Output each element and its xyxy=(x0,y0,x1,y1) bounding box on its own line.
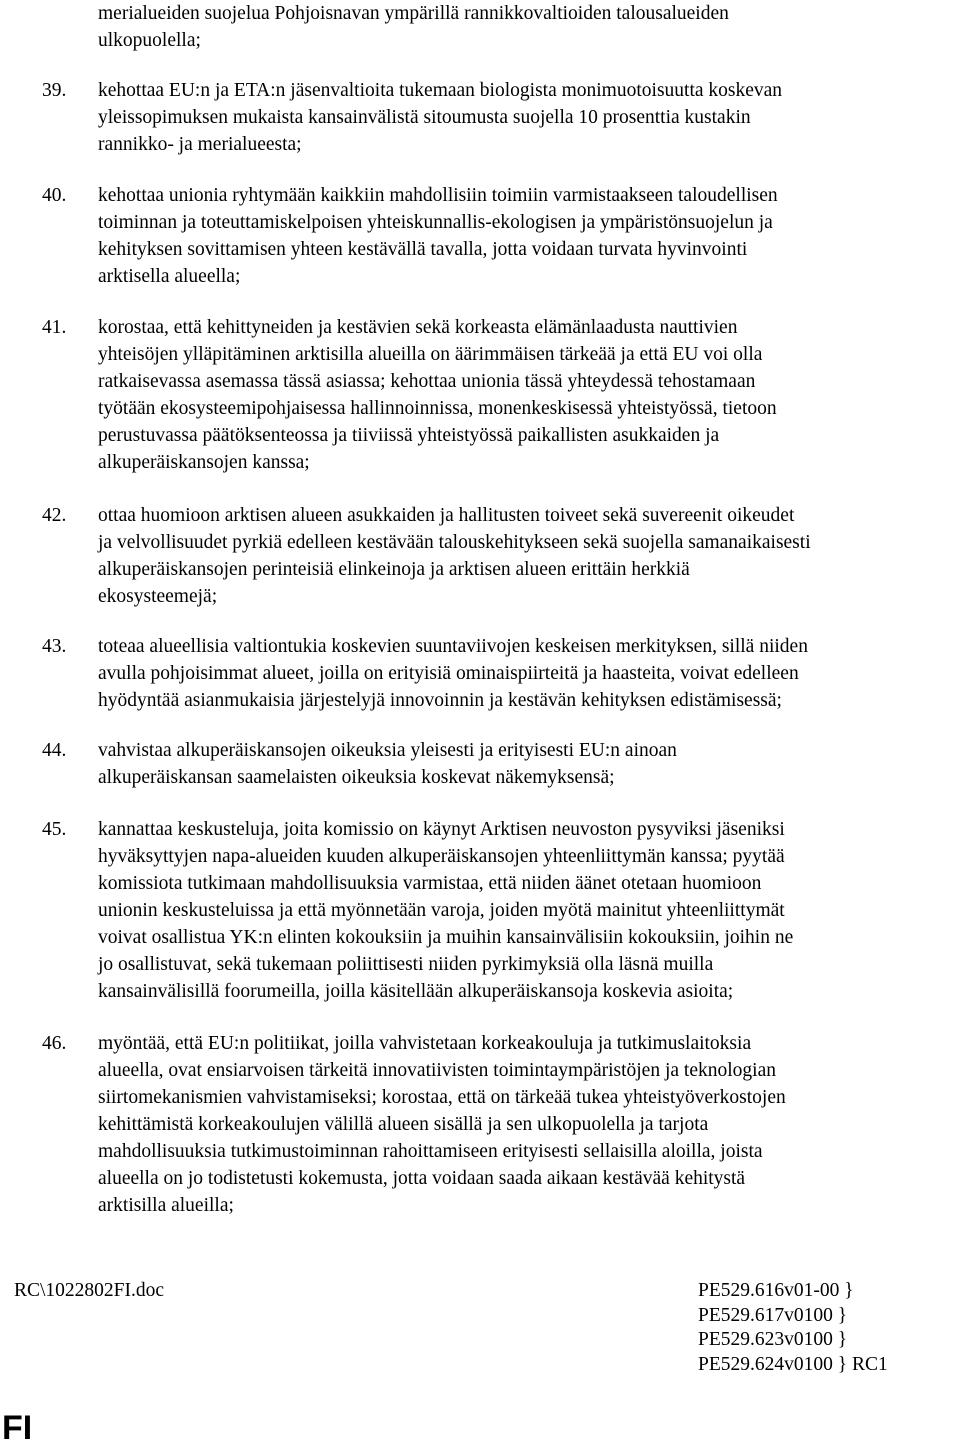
item-46-paragraph xyxy=(98,1030,960,1219)
text-line: komissiota tutkimaan mahdollisuuksia varmistaa, että niiden äänet otetaan huomioon xyxy=(98,873,762,894)
text-line: hyödyntää asianmukaisia järjestelyjä innovoinnin ja kestävän kehityksen edistämisessä; xyxy=(98,690,782,711)
text-line: siirtomekanismien vahvistamiseksi; korostaa, että on tärkeää tukea yhteistyöverkostojen xyxy=(98,1087,786,1108)
continuation-paragraph xyxy=(98,0,960,54)
item-39-paragraph xyxy=(98,77,960,158)
text-line: vahvistaa alkuperäiskansojen oikeuksia yleisesti ja erityisesti EU:n ainoan xyxy=(98,740,677,761)
item-number: 43. xyxy=(42,636,67,657)
text-line: merialueiden suojelua Pohjoisnavan ympärillä rannikkovaltioiden talousalueiden xyxy=(98,3,729,24)
item-number: 46. xyxy=(42,1033,67,1054)
item-43-paragraph xyxy=(98,633,960,714)
text-line: jo osallistuvat, sekä tukemaan poliittisesti niiden pyrkimyksiä olla läsnä muilla xyxy=(98,954,714,975)
text-line: hyväksyttyjen napa-alueiden kuuden alkuperäiskansojen yhteenliittymän kanssa; pyytää xyxy=(98,846,785,867)
text-line: alkuperäiskansan saamelaisten oikeuksia koskevat näkemyksensä; xyxy=(98,767,615,788)
item-number: 44. xyxy=(42,740,67,761)
text-line: rannikko- ja merialueesta; xyxy=(98,134,302,155)
footer-references xyxy=(698,1279,888,1377)
item-number: 41. xyxy=(42,317,67,338)
footer-ref: PE529.616v01-00 } xyxy=(698,1280,854,1301)
text-line: kannattaa keskusteluja, joita komissio on käynyt Arktisen neuvoston pysyviksi jäseniksi xyxy=(98,819,785,840)
text-line: toiminnan ja toteuttamiskelpoisen yhteiskunnallis-ekologisen ja ympäristönsuojelun ja xyxy=(98,212,773,233)
text-line: alueella on jo todistetusti kokemusta, jotta voidaan saada aikaan kestävää kehitystä xyxy=(98,1168,746,1189)
item-41-paragraph xyxy=(98,314,960,476)
text-line: mahdollisuuksia tutkimustoiminnan rahoittamiseen erityisesti sellaisilla aloilla, joista xyxy=(98,1141,763,1162)
text-line: ulkopuolella; xyxy=(98,30,201,51)
text-line: ratkaisevassa asemassa tässä asiassa; kehottaa unionia tässä yhteydessä tehostamaan xyxy=(98,371,756,392)
item-number: 39. xyxy=(42,80,67,101)
text-line: kehittämistä korkeakoulujen välillä alueen sisällä ja sen ulkopuolella ja tarjota xyxy=(98,1114,709,1135)
text-line: alueella, ovat ensiarvoisen tärkeitä innovatiivisten toimintaympäristöjen ja teknologian xyxy=(98,1060,776,1081)
text-line: voivat osallistua YK:n elinten kokouksiin ja muihin kansainvälisiin kokouksiin, joihin ne xyxy=(98,927,794,948)
text-line: unionin keskusteluissa ja että myönnetään varoja, joiden myötä mainitut yhteenliittymät xyxy=(98,900,785,921)
text-line: myöntää, että EU:n politiikat, joilla vahvistetaan korkeakouluja ja tutkimuslaitoksia xyxy=(98,1033,752,1054)
text-line: arktisella alueella; xyxy=(98,266,241,287)
text-line: korostaa, että kehittyneiden ja kestävien sekä korkeasta elämänlaadusta nauttivien xyxy=(98,317,738,338)
text-line: ottaa huomioon arktisen alueen asukkaiden ja hallitusten toiveet sekä suvereenit oikeudet xyxy=(98,505,795,526)
text-line: kehottaa EU:n ja ETA:n jäsenvaltioita tukemaan biologista monimuotoisuutta koskevan xyxy=(98,80,783,101)
item-number: 45. xyxy=(42,819,67,840)
item-number: 42. xyxy=(42,505,67,526)
text-line: kehityksen sovittamisen yhteen kestävällä tavalla, jotta voidaan turvata hyvinvointi xyxy=(98,239,748,260)
text-line: ja velvollisuudet pyrkiä edelleen kestävään talouskehitykseen sekä suojella samanaikaisesti xyxy=(98,532,811,553)
footer-filename: RC\1022802FI.doc xyxy=(14,1280,165,1301)
text-line: yleissopimuksen mukaista kansainvälistä sitoumusta suojella 10 prosenttia kustakin xyxy=(98,107,751,128)
footer-ref: PE529.623v0100 } xyxy=(698,1329,848,1350)
text-line: avulla pohjoisimmat alueet, joilla on erityisiä ominaispiirteitä ja haasteita, voivat edelleen xyxy=(98,663,799,684)
text-line: ekosysteemejä; xyxy=(98,586,218,607)
text-line: alkuperäiskansojen kanssa; xyxy=(98,452,310,473)
text-line: kehottaa unionia ryhtymään kaikkiin mahdollisiin toimiin varmistaakseen taloudellisen xyxy=(98,185,778,206)
footer-ref: PE529.617v0100 } xyxy=(698,1304,848,1326)
item-42-paragraph xyxy=(98,502,960,610)
text-line: arktisilla alueilla; xyxy=(98,1195,234,1216)
item-44-paragraph xyxy=(98,737,960,791)
footer-ref: PE529.624v0100 } RC1 xyxy=(698,1353,888,1375)
item-45-paragraph xyxy=(98,816,960,1005)
text-line: perustuvassa päätöksenteossa ja tiiviissä yhteistyössä paikallisten asukkaiden ja xyxy=(98,425,720,446)
text-line: kansainvälisillä foorumeilla, joilla käsitellään alkuperäiskansoja koskevia asioita; xyxy=(98,981,734,1002)
text-line: työtään ekosysteemipohjaisessa hallinnoinnissa, monenkeskisessä yhteistyössä, tietoon xyxy=(98,398,777,419)
text-line: toteaa alueellisia valtiontukia koskevien suuntaviivojen keskeisen merkityksen, sillä niiden xyxy=(98,636,808,657)
text-line: alkuperäiskansojen perinteisiä elinkeinoja ja arktisen alueen erittäin herkkiä xyxy=(98,559,690,580)
language-code: FI xyxy=(2,1409,33,1447)
text-line: yhteisöjen ylläpitäminen arktisilla alueilla on äärimmäisen tärkeää ja että EU voi olla xyxy=(98,344,763,365)
item-40-paragraph xyxy=(98,182,960,290)
item-number: 40. xyxy=(42,185,67,206)
